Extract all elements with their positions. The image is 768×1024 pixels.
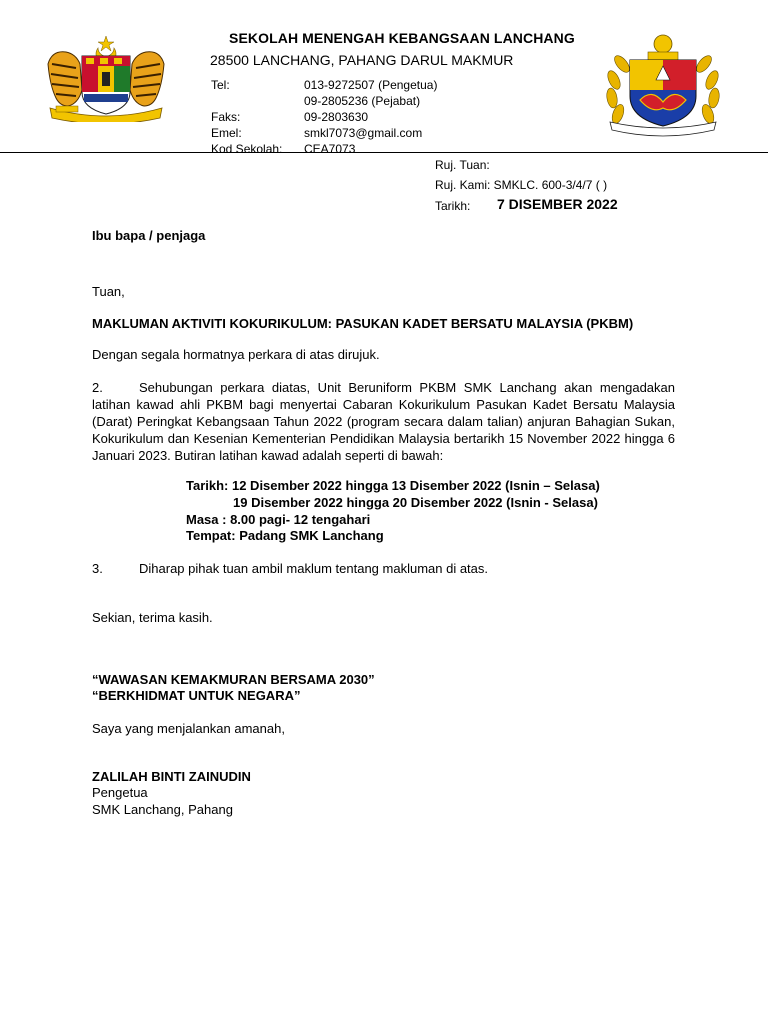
intro-paragraph: Dengan segala hormatnya perkara di atas dirujuk. <box>92 347 380 362</box>
paragraph-2 <box>92 379 675 464</box>
contact-label: Emel: <box>211 126 242 140</box>
jata-negara-crest-logo <box>42 34 170 122</box>
contact-value: CEA7073 <box>304 142 356 156</box>
contact-label: Faks: <box>211 110 241 124</box>
paragraph-3-number: 3. <box>92 561 103 576</box>
subject: MAKLUMAN AKTIVITI KOKURIKULUM: PASUKAN KADET BERSATU MALAYSIA (PKBM) <box>92 316 634 331</box>
tarikh-label: Tarikh: <box>435 199 471 213</box>
recipient: Ibu bapa / penjaga <box>92 228 206 243</box>
contact-row <box>211 125 437 141</box>
ruj-tuan: Ruj. Tuan: <box>435 158 490 172</box>
contact-value: 09-2803630 <box>304 110 369 124</box>
detail-masa: Masa : 8.00 pagi- 12 tengahari <box>186 512 371 527</box>
school-crest-logo <box>600 30 726 140</box>
contact-block <box>211 77 437 157</box>
contact-value: 013-9272507 (Pengetua) <box>304 78 438 92</box>
contact-row <box>211 77 437 93</box>
slogan-1: “WAWASAN KEMAKMURAN BERSAMA 2030” <box>92 672 375 687</box>
slogan-2: “BERKHIDMAT UNTUK NEGARA” <box>92 688 301 703</box>
contact-value: 09-2805236 (Pejabat) <box>304 94 421 108</box>
signatory-name: ZALILAH BINTI ZAINUDIN <box>92 769 251 784</box>
closing: Sekian, terima kasih. <box>92 610 213 625</box>
contact-row <box>211 109 437 125</box>
amanah-line: Saya yang menjalankan amanah, <box>92 721 285 736</box>
signatory-title: Pengetua <box>92 785 148 800</box>
contact-row <box>211 93 437 109</box>
contact-label <box>211 93 304 109</box>
salutation: Tuan, <box>92 284 125 299</box>
contact-label: Kod Sekolah: <box>211 142 283 156</box>
tarikh-value: 7 DISEMBER 2022 <box>497 196 618 212</box>
paragraph-text: Sehubungan perkara diatas, Unit Beruniform PKBM SMK Lanchang akan mengadakan latihan kawad ahli PKBM bagi menyertai Cabaran Kokurikulum Pasukan Kadet Bersatu Malaysia (Darat) Peringkat Kebangsaan Tahun 2022 (program secara dalam talian) anjuran Bahagian Sukan, Kokurikulum dan Kesenian Kementerian Pendidikan Malaysia bertarikh 15 November 2022 hingga 6 Januari 2023. Butiran latihan kawad adalah seperti di bawah: <box>92 380 675 463</box>
contact-label: Tel: <box>211 78 230 92</box>
ruj-kami: Ruj. Kami: SMKLC. 600-3/4/7 ( ) <box>435 178 608 192</box>
detail-tarikh-1: Tarikh: 12 Disember 2022 hingga 13 Disember 2022 (Isnin – Selasa) <box>186 478 600 493</box>
detail-tempat: Tempat: Padang SMK Lanchang <box>186 528 384 543</box>
contact-row <box>211 141 437 157</box>
contact-value: smkl7073@gmail.com <box>304 126 423 140</box>
detail-tarikh-2: 19 Disember 2022 hingga 20 Disember 2022 (Isnin - Selasa) <box>233 495 598 510</box>
paragraph-3-text: Diharap pihak tuan ambil maklum tentang makluman di atas. <box>139 561 489 576</box>
school-address: 28500 LANCHANG, PAHANG DARUL MAKMUR <box>210 52 514 68</box>
school-name: SEKOLAH MENENGAH KEBANGSAAN LANCHANG <box>229 30 575 46</box>
signatory-org: SMK Lanchang, Pahang <box>92 802 233 817</box>
paragraph-number: 2. <box>92 380 103 395</box>
header-divider <box>0 152 768 153</box>
